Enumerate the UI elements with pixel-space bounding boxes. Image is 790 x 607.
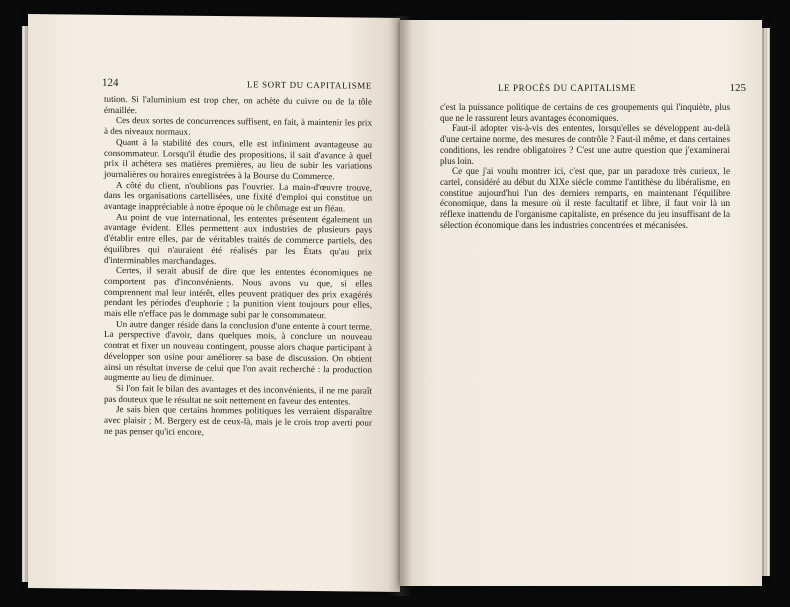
right-page-number: 125 xyxy=(729,82,746,94)
left-page-header xyxy=(102,77,372,92)
left-page-body xyxy=(104,94,372,439)
right-running-head: LE PROCÈS DU CAPITALISME xyxy=(498,83,636,93)
open-book xyxy=(22,16,774,596)
paragraph: Je sais bien que certains hommes politiques les verraient disparaître avec plaisir ; M. Bergery est de ceux-là, mais je le crois trop averti pour ne pas penser qu'ici encore, xyxy=(104,404,372,437)
paragraph: tution. Si l'aluminium est trop cher, on achète du cuivre ou de la tôle émaillée. xyxy=(104,93,372,115)
left-page xyxy=(28,14,400,592)
paragraph: Ce que j'ai voulu montrer ici, c'est que, par un paradoxe très curieux, le cartel, considéré au début du XIXe siècle comme l'antithèse du libéralisme, en constitue aujourd'hui l'un des derniers remparts, en maintenant l'équilibre économique, dans la mesure où il reste facultatif et libre, il faut voir là un réflexe inattendu de l'organisme capitaliste, en présence du jeu insuffisant de la sélection économique dans les industries concentrées et mécanisées. xyxy=(440,166,730,230)
paragraph: Faut-il adopter vis-à-vis des ententes, lorsqu'elles se développent au-delà d'une certaine norme, des mesures de contrôle ? Faut-il même, et dans certaines conditions, les rendre obligatoires ? C'est une autre question que j'examinerai plus loin. xyxy=(440,123,730,166)
paragraph: c'est la puissance politique de certains de ces groupements qui l'inquiète, plus que ne le rassurent leurs avantages économiques. xyxy=(440,102,730,123)
paragraph: A côté du client, n'oublions pas l'ouvrier. La main-d'œuvre trouve, dans les organisations cartellisées, une fixité d'emploi qui constitue un avantage inappréciable à notre époque où le chômage est un fléau. xyxy=(104,179,372,214)
paragraph: Certes, il serait abusif de dire que les ententes économiques ne comportent pas d'inconvénients. Nous avons vu que, si elles comprennent mal leur intérêt, elles peuvent pratiquer des prix exagérés pendant les périodes d'euphorie ; la punition vient toujours pour elles, mais elle n'efface pas le dommage subi par le consommateur. xyxy=(104,265,372,321)
paragraph: Ces deux sortes de concurrences suffisent, en fait, à maintenir les prix à des niveaux normaux. xyxy=(104,115,372,137)
paragraph: Si l'on fait le bilan des avantages et des inconvénients, il ne me paraît pas douteux que le résultat ne soit nettement en faveur des ententes. xyxy=(104,382,372,407)
right-page xyxy=(400,20,762,586)
left-page-number: 124 xyxy=(102,76,119,89)
paragraph: Quant à la stabilité des cours, elle est infiniment avantageuse au consommateur. Lorsqu'il étudie des propositions, il sait d'avance à quel prix il achètera ses matières premières, au lieu de subir les variations journalières ou horaires enregistrées à la Bourse du Commerce. xyxy=(104,136,372,182)
paragraph: Un autre danger réside dans la conclusion d'une entente à court terme. La perspective d'avoir, dans quelques mois, à conclure un nouveau contrat et fixer un nouveau contingent, pousse alors chaque participant à développer son usine pour améliorer sa base de discussion. On obtient ainsi un résultat inverse de celui que l'on avait recherché : la production augmente au lieu de diminuer. xyxy=(104,318,372,384)
left-running-head: LE SORT DU CAPITALISME xyxy=(246,79,372,91)
right-page-body xyxy=(440,102,730,230)
right-page-header xyxy=(498,82,746,94)
paragraph: Au point de vue international, les ententes présentent également un avantage évident. Elles permettent aux industries de plusieurs pays d'établir entre elles, par de véritables traités de commerce partiels, des équilibres qui n'auraient été réalisés par les États qu'au prix d'interminables marchandages. xyxy=(104,211,372,266)
